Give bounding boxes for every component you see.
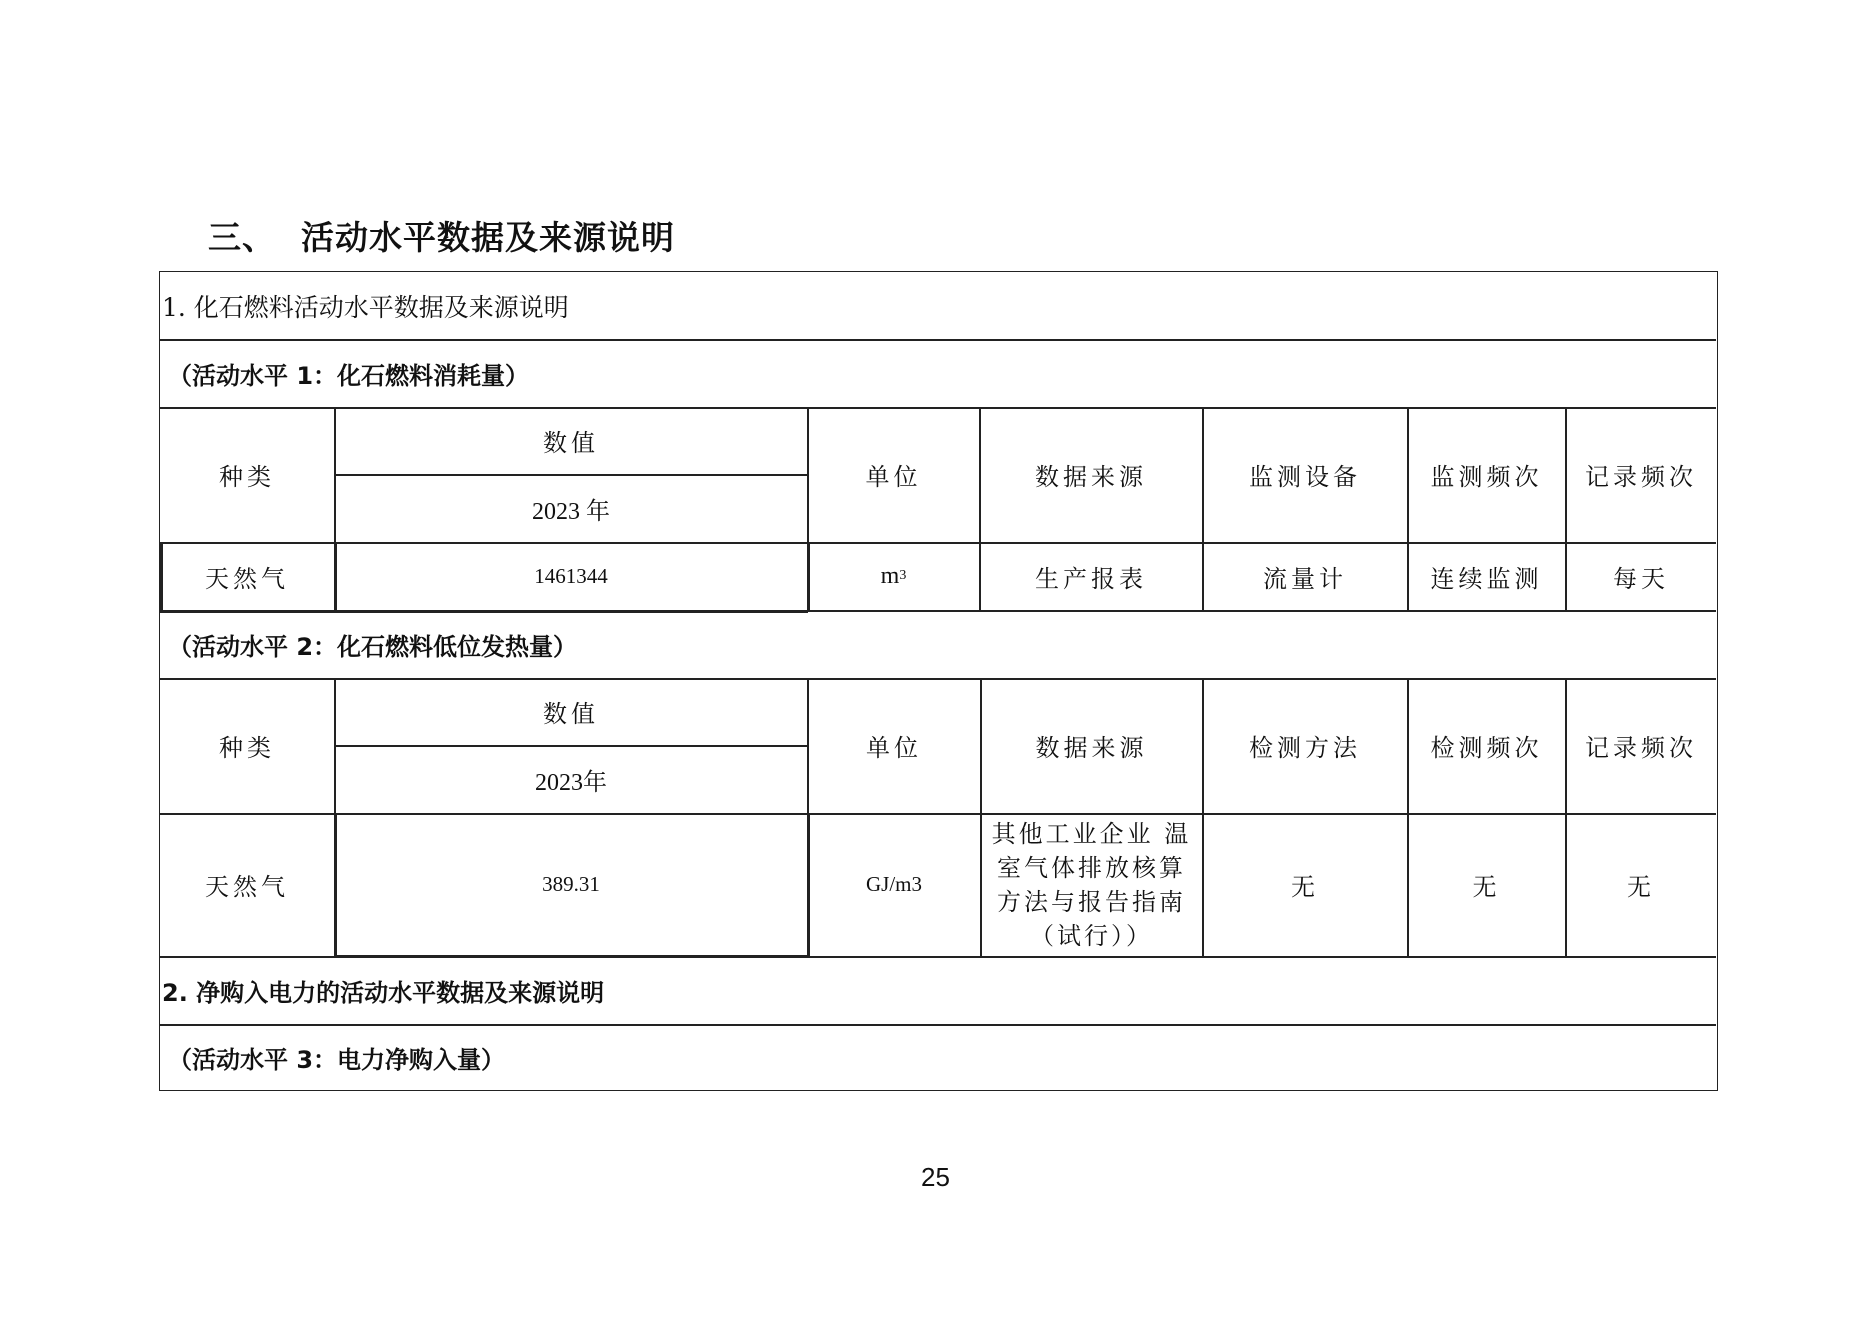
header-kind: 种类 <box>219 463 275 491</box>
section1-title: 1. 化石燃料活动水平数据及来源说明 <box>162 292 569 322</box>
header-year: 2023 年 <box>532 498 610 525</box>
header2-detect-frequency: 检测频次 <box>1430 734 1543 762</box>
row2-source: 其他工业企业 温室气体排放核算方法与报告指南（试行）） <box>991 819 1192 950</box>
header-unit: 单位 <box>865 463 922 491</box>
header2-source: 数据来源 <box>1035 734 1148 762</box>
row1-source: 生产报表 <box>1035 564 1147 593</box>
header2-value: 数值 <box>543 700 599 728</box>
activity-data-table <box>159 271 1718 1091</box>
section-heading-number: 三、 <box>208 218 276 257</box>
header-source: 数据来源 <box>1035 463 1147 491</box>
row1-record-frequency: 每天 <box>1613 564 1669 593</box>
header-value: 数值 <box>543 429 599 457</box>
row2-unit: GJ/m3 <box>865 872 922 896</box>
section-heading-title: 活动水平数据及来源说明 <box>301 218 675 257</box>
header2-kind: 种类 <box>219 734 275 762</box>
row2-detect-frequency: 无 <box>1472 873 1501 901</box>
row2-value: 389.31 <box>542 872 600 896</box>
activity2-title: （活动水平 2：化石燃料低位发热量） <box>168 632 578 661</box>
row1-unit-exponent: 3 <box>899 568 907 583</box>
page-number: 25 <box>921 1162 950 1192</box>
section2-title: 2. 净购入电力的活动水平数据及来源说明 <box>162 978 605 1007</box>
row2-kind: 天然气 <box>205 873 289 901</box>
row1-unit <box>808 542 979 610</box>
row1-equipment: 流量计 <box>1263 564 1347 593</box>
header-equipment: 监测设备 <box>1249 463 1361 491</box>
row2-record-frequency: 无 <box>1627 873 1655 901</box>
row1-kind: 天然气 <box>205 564 289 593</box>
row1-monitor-frequency: 连续监测 <box>1430 564 1543 593</box>
header2-year: 2023年 <box>535 769 607 796</box>
activity1-title: （活动水平 1：化石燃料消耗量） <box>168 361 530 390</box>
activity3-title: （活动水平 3：电力净购入量） <box>168 1045 506 1074</box>
header2-unit: 单位 <box>866 734 922 762</box>
row2-method: 无 <box>1291 873 1319 901</box>
section-heading <box>208 212 675 259</box>
header-record-frequency: 记录频次 <box>1585 463 1697 491</box>
header-monitor-frequency: 监测频次 <box>1430 463 1543 491</box>
row1-value: 1461344 <box>534 563 608 588</box>
header2-record-frequency: 记录频次 <box>1585 734 1697 762</box>
row1-unit-base: m <box>880 562 900 589</box>
header2-method: 检测方法 <box>1249 734 1361 762</box>
